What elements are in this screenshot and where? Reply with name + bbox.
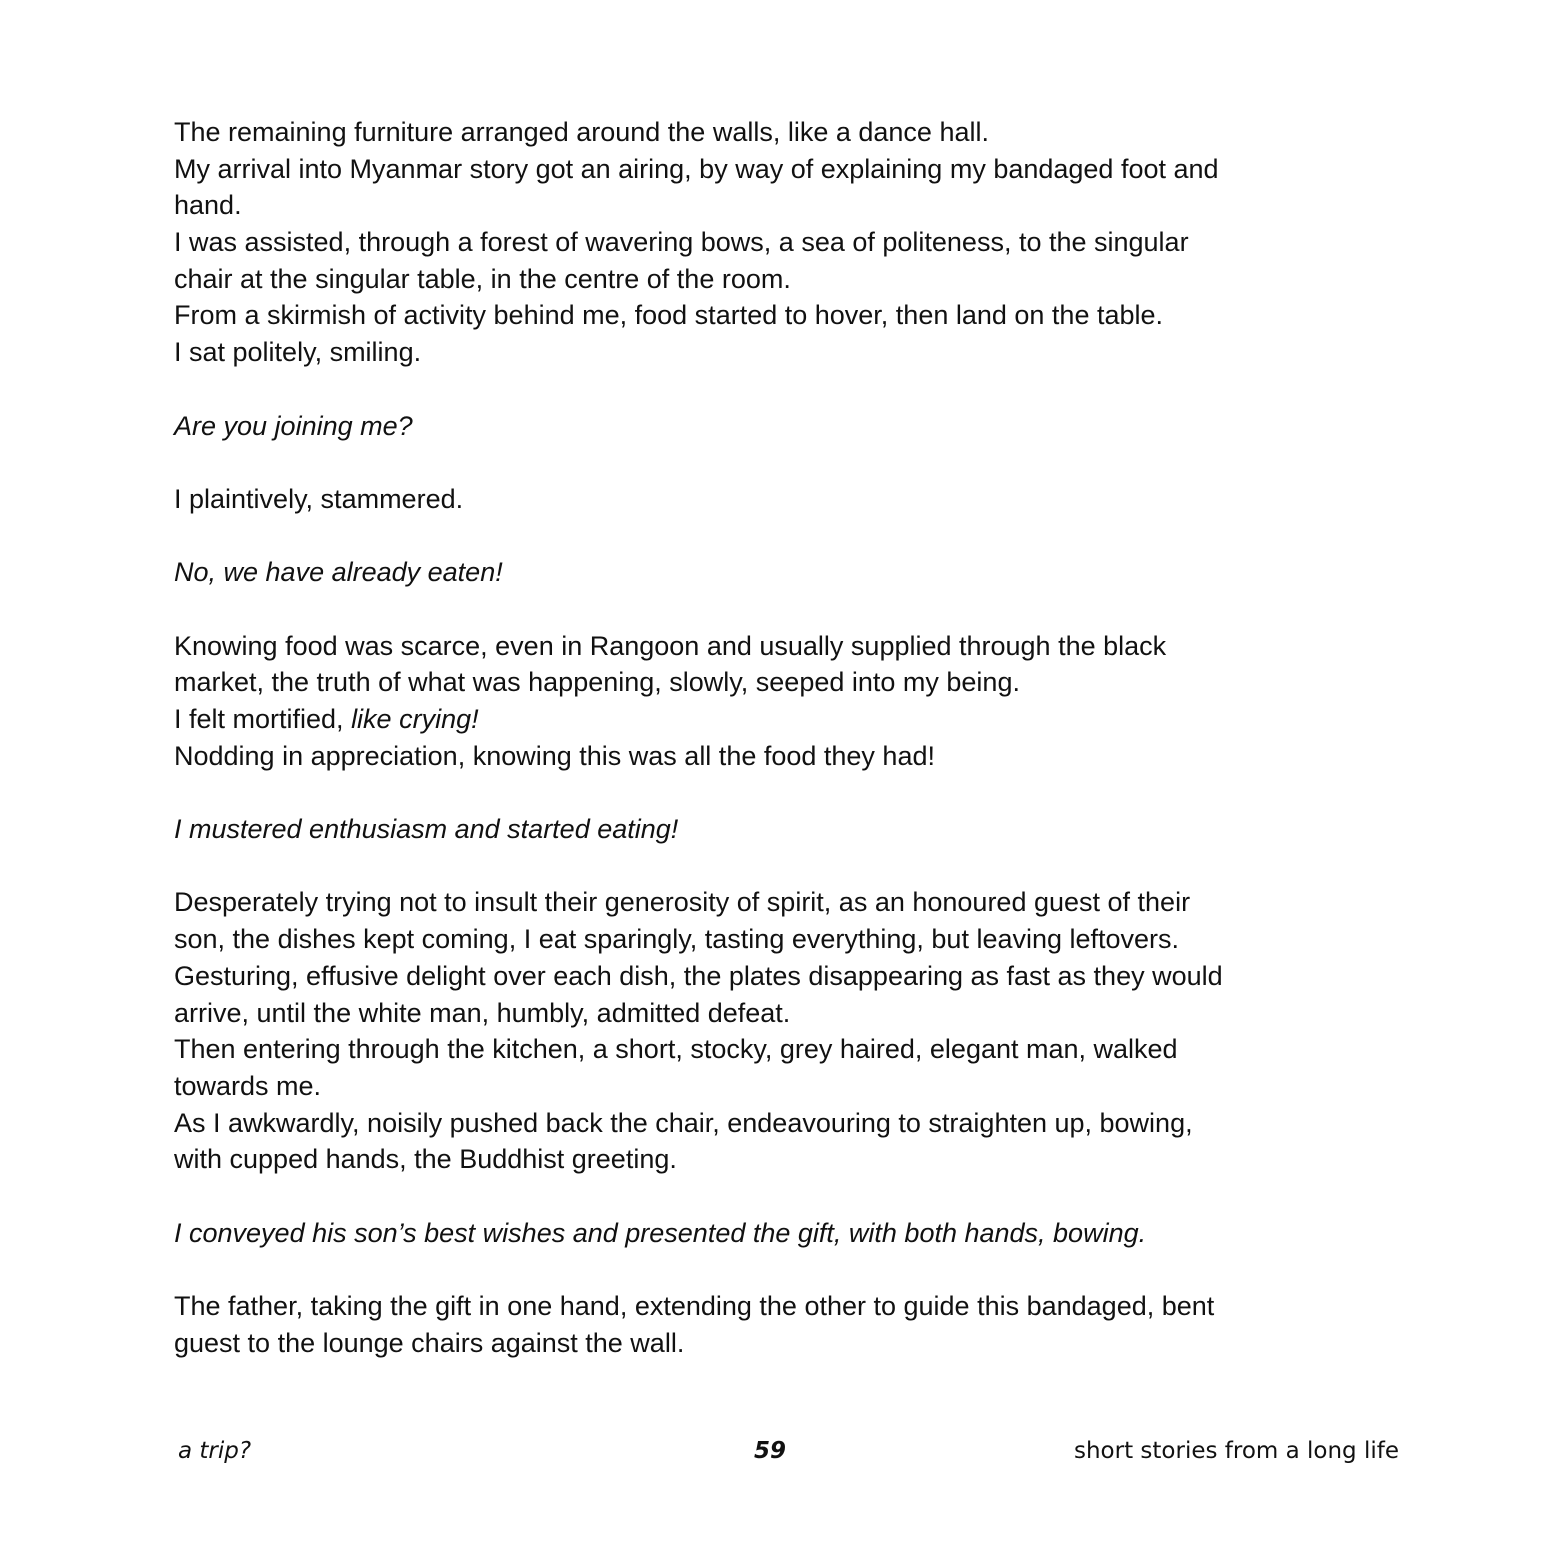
- text-line: Nodding in appreciation, knowing this was all the food they had!: [174, 740, 935, 771]
- text-line: market, the truth of what was happening, slowly, seeped into my being.: [174, 667, 1020, 698]
- dialogue-line: I conveyed his son’s best wishes and presented the gift, with both hands, bowing.: [174, 1217, 1147, 1248]
- mixed-line-italic: like crying!: [351, 704, 479, 734]
- paragraph-gap: [174, 371, 1394, 408]
- text-line: Gesturing, effusive delight over each dish, the plates disappearing as fast as they would: [174, 960, 1223, 991]
- paragraph-5: [174, 628, 1394, 775]
- footer-chapter-title: a trip?: [178, 1438, 252, 1464]
- text-line: From a skirmish of activity behind me, food started to hover, then land on the table.: [174, 300, 1164, 331]
- paragraph-gap: [174, 1178, 1394, 1215]
- paragraph-gap: [174, 774, 1394, 811]
- story-text: [174, 114, 1394, 1361]
- text-line: Then entering through the kitchen, a short, stocky, grey haired, elegant man, walked: [174, 1034, 1178, 1065]
- footer-book-title: short stories from a long life: [1074, 1438, 1399, 1464]
- paragraph-8: [174, 1215, 1394, 1252]
- paragraph-gap: [174, 591, 1394, 628]
- text-line: towards me.: [174, 1070, 322, 1101]
- paragraph-9: [174, 1288, 1394, 1361]
- text-line: I was assisted, through a forest of wavering bows, a sea of politeness, to the singular: [174, 227, 1189, 258]
- paragraph-gap: [174, 518, 1394, 555]
- text-line: The remaining furniture arranged around the walls, like a dance hall.: [174, 117, 989, 147]
- dialogue-line: Are you joining me?: [174, 410, 413, 441]
- text-line: chair at the singular table, in the centre of the room.: [174, 263, 791, 294]
- text-line: My arrival into Myanmar story got an airing, by way of explaining my bandaged foot and: [174, 153, 1219, 184]
- paragraph-gap: [174, 444, 1394, 481]
- dialogue-line: I mustered enthusiasm and started eating!: [174, 814, 679, 845]
- paragraph-2: [174, 408, 1394, 445]
- text-line: arrive, until the white man, humbly, admitted defeat.: [174, 997, 791, 1028]
- paragraph-7: [174, 884, 1394, 1178]
- mixed-line-plain: I felt mortified,: [174, 704, 352, 734]
- paragraph-gap: [174, 848, 1394, 885]
- paragraph-3: [174, 481, 1394, 518]
- text-line: Desperately trying not to insult their generosity of spirit, as an honoured guest of their: [174, 887, 1191, 918]
- dialogue-line: No, we have already eaten!: [174, 557, 503, 588]
- text-line: Knowing food was scarce, even in Rangoon and usually supplied through the black: [174, 630, 1167, 661]
- text-line: I sat politely, smiling.: [174, 337, 422, 368]
- footer-page-number: 59: [754, 1438, 787, 1464]
- text-line: son, the dishes kept coming, I eat sparingly, tasting everything, but leaving leftovers.: [174, 924, 1180, 955]
- paragraph-1: [174, 114, 1394, 371]
- text-line: with cupped hands, the Buddhist greeting.: [174, 1144, 677, 1175]
- text-line: hand.: [174, 190, 242, 221]
- text-line: guest to the lounge chairs against the wall.: [174, 1327, 685, 1358]
- paragraph-gap: [174, 1251, 1394, 1288]
- mixed-line: [174, 701, 1394, 738]
- paragraph-4: [174, 554, 1394, 591]
- text-line: As I awkwardly, noisily pushed back the chair, endeavouring to straighten up, bowing,: [174, 1107, 1193, 1138]
- paragraph-6: [174, 811, 1394, 848]
- text-line: I plaintively, stammered.: [174, 483, 464, 514]
- text-line: The father, taking the gift in one hand, extending the other to guide this bandaged, bent: [174, 1291, 1215, 1321]
